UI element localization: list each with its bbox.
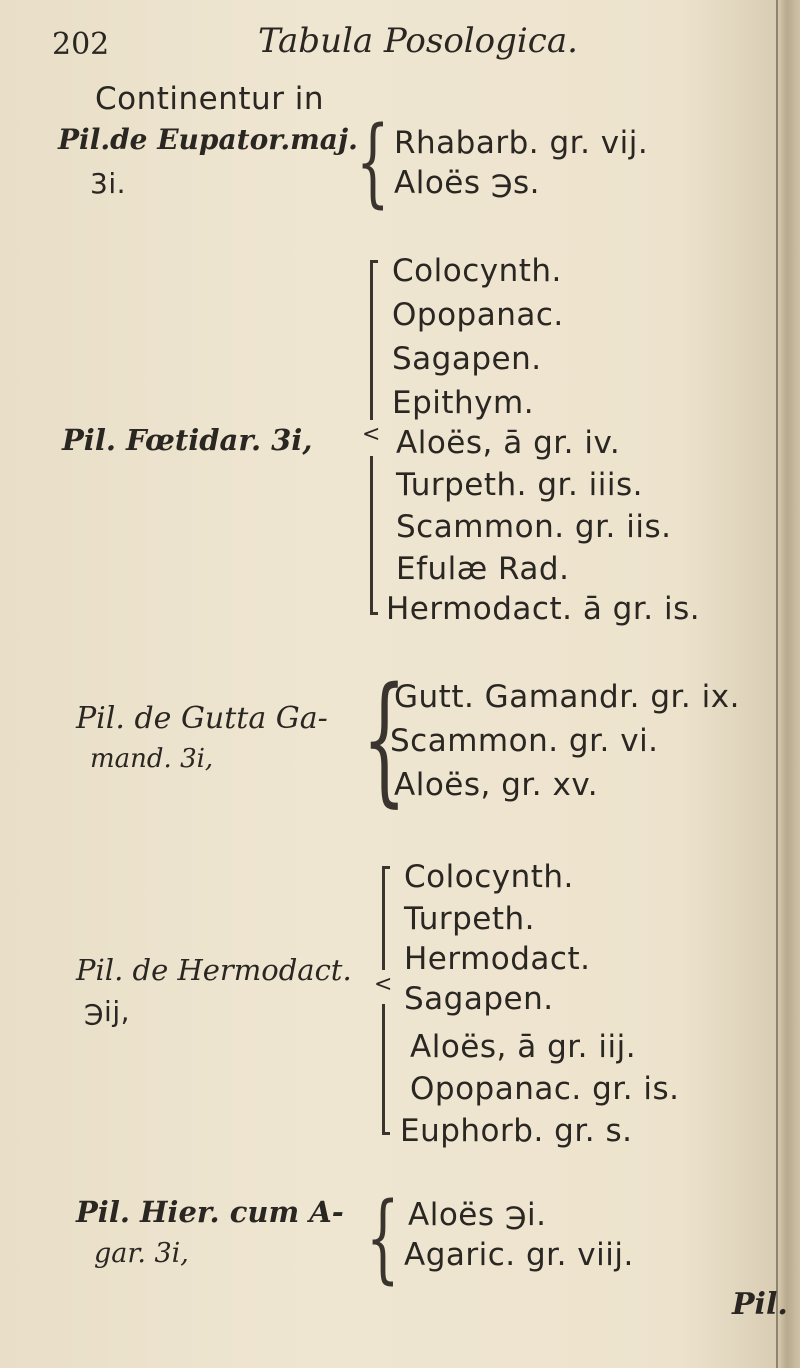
ingredient: Turpeth. gr. iiis. <box>396 467 644 503</box>
entry-name-line: Pil. de Hermodact. <box>76 953 352 987</box>
ingredient: Gutt. Gamandr. gr. ix. <box>394 679 740 715</box>
running-title: Tabula Posologica. <box>258 21 578 61</box>
entry-name-line: mand. 3i, <box>90 744 214 774</box>
bracket-line <box>370 456 373 614</box>
bracket-bottom-tick <box>382 1132 390 1135</box>
intro-text: Continentur in <box>95 81 325 117</box>
bracket-bottom-tick <box>370 612 378 615</box>
bracket-line <box>382 1004 385 1134</box>
ingredient: Opopanac. <box>392 297 564 333</box>
curly-brace: { <box>356 106 390 218</box>
bracket-line <box>382 866 385 970</box>
entry-name-line: 3i. <box>90 167 126 200</box>
curly-brace: { <box>362 658 407 821</box>
ingredient: Scammon. gr. iis. <box>396 509 672 545</box>
ingredient: Hermodact. ā gr. is. <box>386 591 701 627</box>
ingredient: Hermodact. <box>404 941 591 977</box>
ingredient: Aloës ℈i. <box>408 1197 547 1233</box>
ingredient: Turpeth. <box>404 901 536 937</box>
entry-name-line: Pil. de Gutta Ga- <box>76 701 328 736</box>
ingredient: Sagapen. <box>404 981 554 1017</box>
ingredient: Colocynth. <box>404 859 574 895</box>
bracket-point: < <box>362 422 381 447</box>
ingredient: Agaric. gr. viij. <box>404 1237 634 1273</box>
ingredient: Scammon. gr. vi. <box>390 723 659 759</box>
ingredient: Aloës, ā gr. iv. <box>396 425 621 461</box>
bracket-line <box>370 260 373 420</box>
ingredient: Epithym. <box>392 385 535 421</box>
catchword: Pil. <box>732 1287 788 1322</box>
ingredient: Aloës ℈s. <box>394 165 541 201</box>
bracket-point: < <box>374 972 393 997</box>
book-gutter <box>776 0 800 1368</box>
page-number: 202 <box>52 27 110 62</box>
ingredient: Aloës, ā gr. iij. <box>410 1029 637 1065</box>
entry-name-line: Pil. Hier. cum A- <box>76 1195 344 1229</box>
entry-name-line: Pil.de Eupator.maj. <box>58 123 358 156</box>
entry-name-line: gar. 3i, <box>94 1238 189 1269</box>
ingredient: Euphorb. gr. s. <box>400 1113 633 1149</box>
ingredient: Rhabarb. gr. vij. <box>394 125 649 161</box>
ingredient: Sagapen. <box>392 341 542 377</box>
ingredient: Efulæ Rad. <box>396 551 570 587</box>
entry-name-line: ℈ij, <box>84 995 131 1028</box>
entry-name-line: Pil. Fœtidar. 3i, <box>62 423 313 457</box>
ingredient: Opopanac. gr. is. <box>410 1071 680 1107</box>
ingredient: Aloës, gr. xv. <box>394 767 599 803</box>
curly-brace: { <box>366 1182 400 1294</box>
ingredient: Colocynth. <box>392 253 562 289</box>
